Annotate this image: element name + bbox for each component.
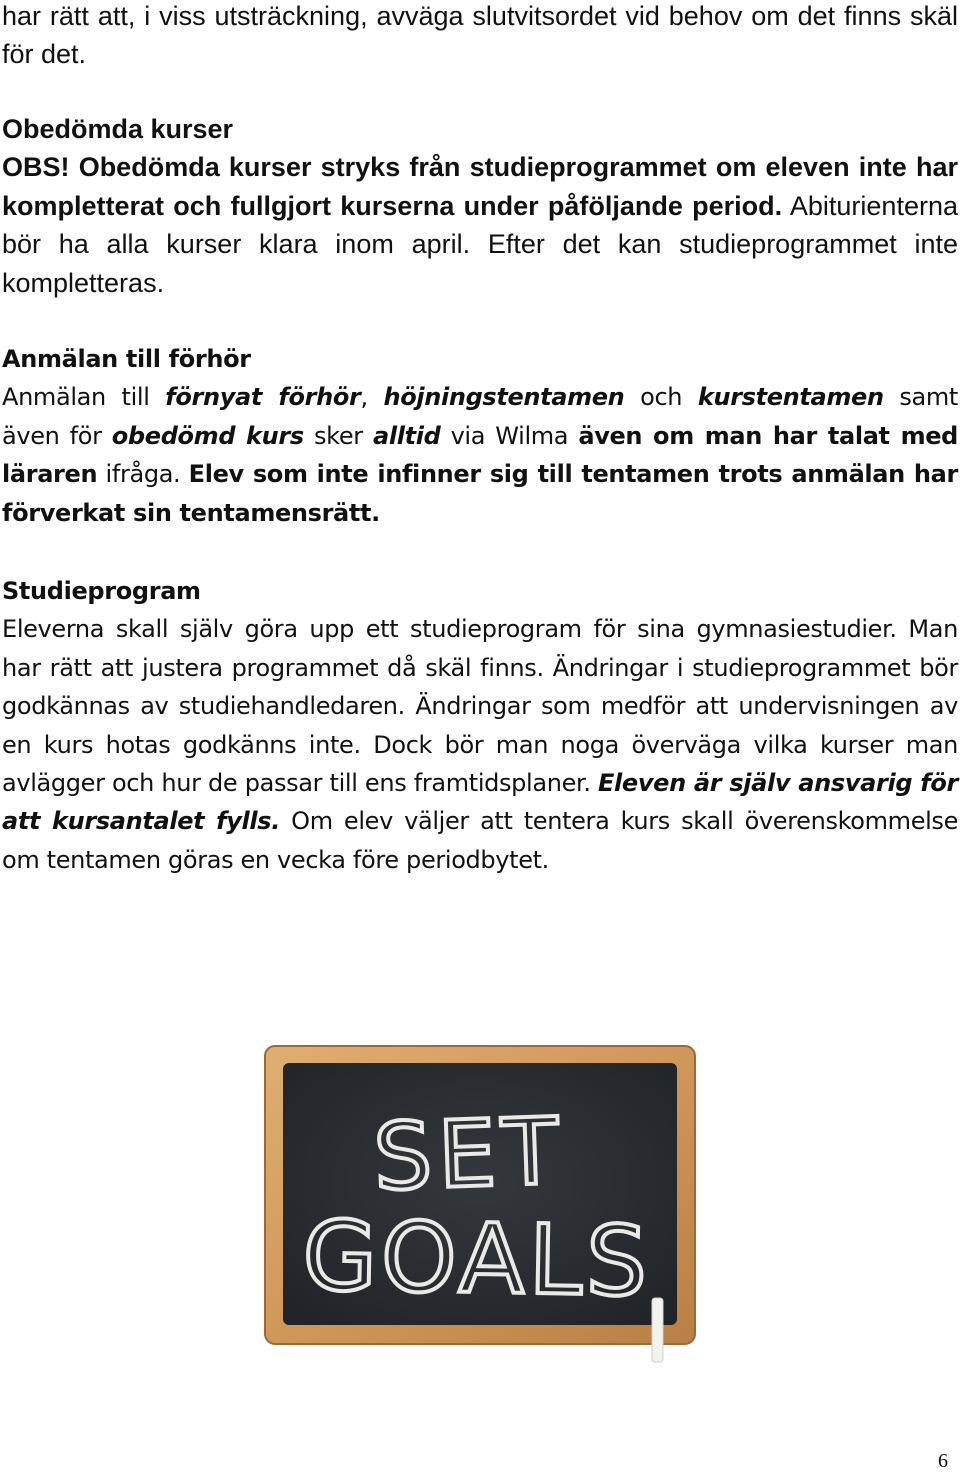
anmalan-emphasis-1: även om man har talat med läraren (2, 421, 958, 489)
anmalan-term-obedomd: obedömd kurs (111, 421, 304, 450)
anmalan-text-7: ifråga. (97, 460, 189, 489)
studieprogram-heading: Studieprogram (2, 577, 201, 605)
anmalan-emphasis-2: Elev som inte infinner sig till tentamen trots anmälan har förverkat sin tentamensrätt. (2, 460, 959, 527)
studieprogram-emphasis: Eleven är själv ansvarig för att kursantalet fylls. (2, 769, 958, 836)
page-number: 6 (938, 1450, 948, 1472)
anmalan-term-fornyat: förnyat förhör (165, 383, 361, 412)
anmalan-heading: Anmälan till förhör (2, 345, 251, 373)
anmalan-term-hojning: höjningstentamen (383, 383, 625, 412)
chalk-text-set: SET (371, 1097, 567, 1212)
anmalan-text-4: samt även för (2, 383, 958, 450)
anmalan-text-1: Anmälan till (2, 383, 166, 412)
obedomda-heading: Obedömda kurser (2, 114, 234, 144)
anmalan-section (2, 340, 958, 532)
studieprogram-section (2, 572, 958, 879)
obedomda-section (2, 110, 958, 302)
intro-text: har rätt att, i viss utsträckning, avväga slutvitsordet vid behov om det finns skäl för det. (2, 1, 958, 70)
studieprogram-text-2: Om elev väljer att tentera kurs skall överenskommelse om tentamen göras en vecka före periodbytet. (2, 807, 958, 874)
studieprogram-text-1: Eleverna skall själv göra upp ett studieprogram för sina gymnasiestudier. Man har rätt att justera programmet då skäl finns. Ändringar i studieprogrammet bör godkännas av studiehandledaren. Ändringar som medför att undervisningen av en kurs hotas godkänns inte. Dock bör man noga överväga vilka kurser man avlägger och hur de passar till ens framtidsplaner. (2, 615, 958, 798)
anmalan-term-kurstentamen: kurstentamen (697, 383, 884, 412)
anmalan-text-6: via Wilma (440, 421, 579, 450)
chalkboard-image (263, 1044, 697, 1370)
chalk-stick-icon (652, 1298, 663, 1362)
anmalan-text-5: sker (303, 421, 373, 450)
obedomda-warning-text: OBS! Obedömda kurser stryks från studieprogrammet om eleven inte har kompletterat och fullgjort kurserna under påföljande period. (2, 152, 958, 221)
anmalan-term-alltid: alltid (372, 421, 441, 450)
chalk-text-goals: GOALS (301, 1199, 653, 1319)
intro-paragraph (2, 0, 958, 74)
anmalan-text-2: , (360, 383, 384, 412)
obedomda-text: Abiturienterna bör ha alla kurser klara inom april. Efter det kan studieprogrammet inte kompletteras. (2, 190, 958, 298)
anmalan-text-3: och (624, 383, 698, 412)
